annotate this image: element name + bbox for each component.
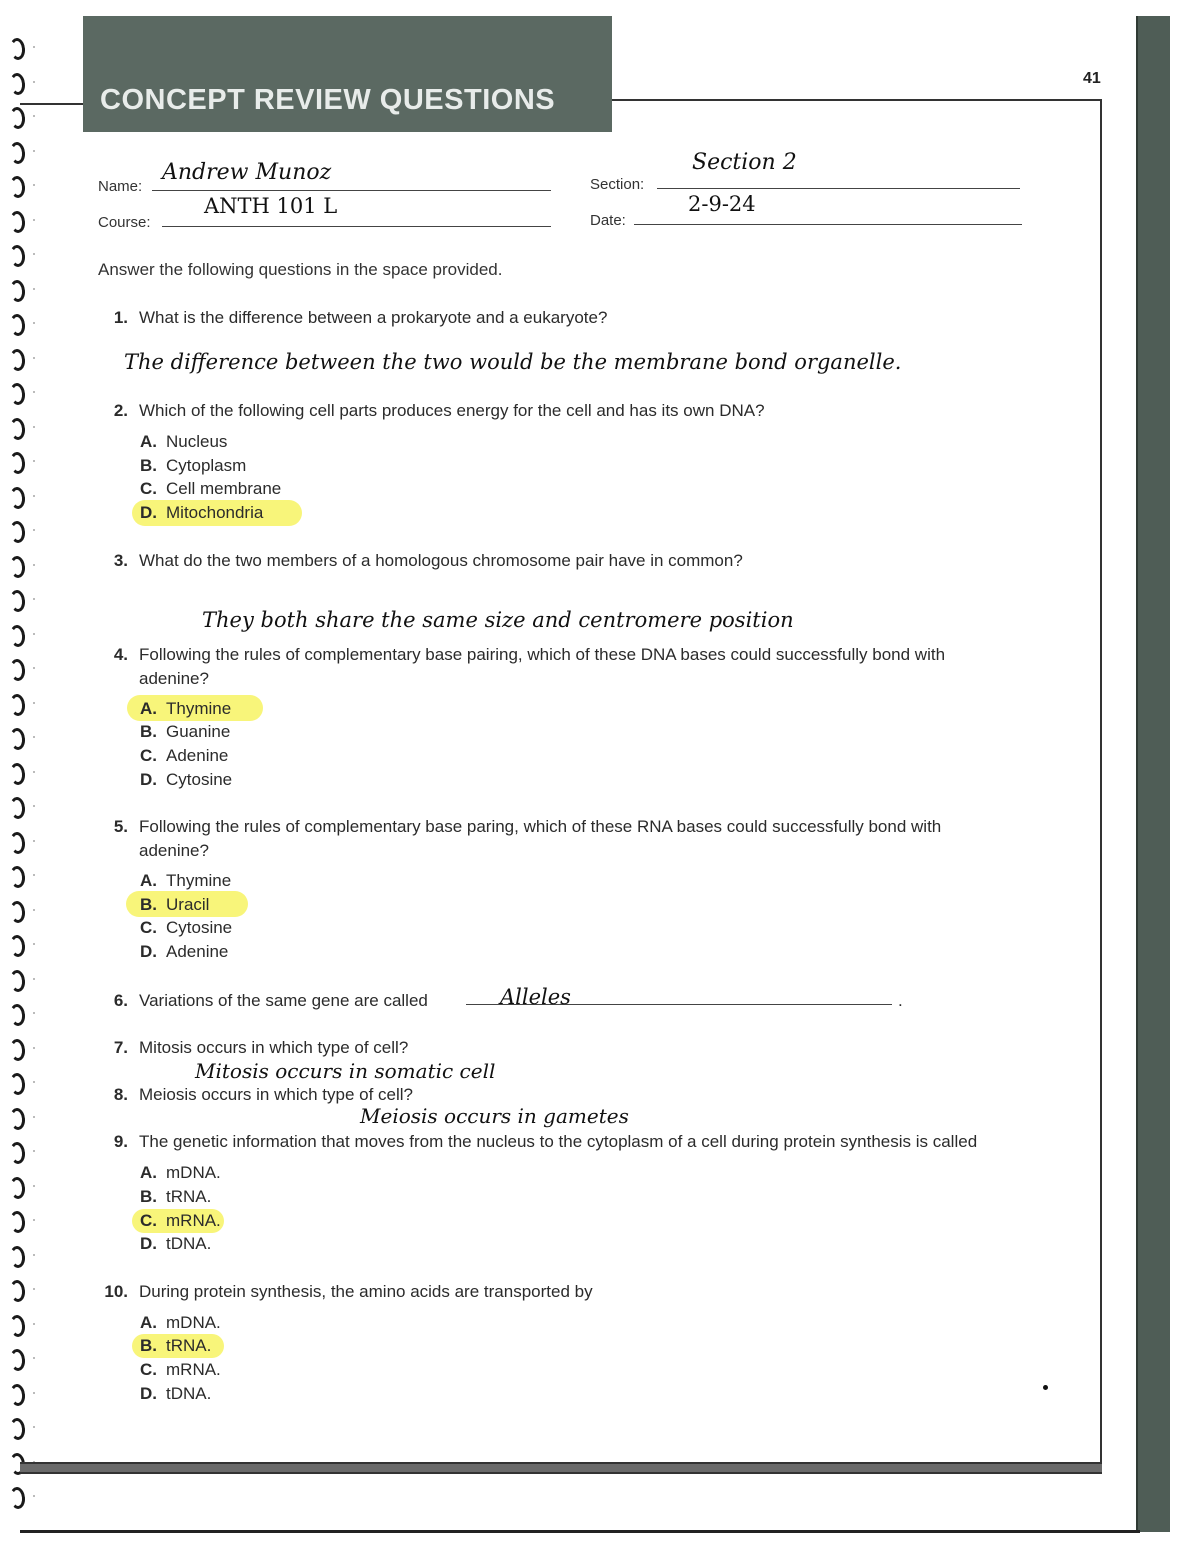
page-title: CONCEPT REVIEW QUESTIONS xyxy=(100,84,556,116)
question-number: 10. xyxy=(104,1282,128,1301)
option-text: mDNA. xyxy=(166,1313,221,1332)
question-text-line2: adenine? xyxy=(139,669,209,688)
question-text: Mitosis occurs in which type of cell? xyxy=(139,1038,409,1057)
question-number: 5. xyxy=(113,817,128,836)
binding-ring xyxy=(9,520,26,543)
binding-hole xyxy=(33,667,35,669)
binding-ring xyxy=(9,210,26,233)
option-10b-selected[interactable] xyxy=(140,1336,211,1356)
binding-hole xyxy=(33,357,35,359)
binding-ring xyxy=(9,417,26,440)
binding-hole xyxy=(33,702,35,704)
binding-ring xyxy=(9,1279,26,1302)
question-2 xyxy=(98,399,1098,423)
course-value[interactable]: ANTH 101 L xyxy=(204,194,338,218)
section-value[interactable]: Section 2 xyxy=(692,150,797,175)
option-10c[interactable] xyxy=(140,1360,221,1380)
option-letter: B. xyxy=(140,722,157,741)
binding-hole xyxy=(33,805,35,807)
question-text: Variations of the same gene are called xyxy=(139,991,428,1010)
question-number: 4. xyxy=(113,645,128,664)
binding-ring xyxy=(9,727,26,750)
option-letter: A. xyxy=(140,1163,157,1182)
option-letter: C. xyxy=(140,918,157,937)
binding-hole xyxy=(33,1254,35,1256)
page-bottom-edge xyxy=(20,1530,1140,1533)
option-letter: D. xyxy=(140,1234,157,1253)
binding-hole xyxy=(33,1323,35,1325)
binding-hole xyxy=(33,874,35,876)
question-4 xyxy=(98,643,1098,691)
binding-ring xyxy=(9,900,26,923)
option-letter: C. xyxy=(140,1360,157,1379)
question-text: During protein synthesis, the amino acids are transported by xyxy=(139,1282,593,1301)
frame-line-top-right xyxy=(612,99,1102,101)
option-text: Adenine xyxy=(166,746,229,765)
binding-ring xyxy=(9,693,26,716)
question-number: 9. xyxy=(113,1132,128,1151)
option-2c[interactable] xyxy=(140,479,281,499)
binding-ring xyxy=(9,1486,26,1509)
stray-mark xyxy=(1043,1385,1048,1390)
question-3 xyxy=(98,549,1098,573)
option-letter: B. xyxy=(140,1187,157,1206)
question-number: 6. xyxy=(113,991,128,1010)
question-text: Following the rules of complementary base pairing, which of these DNA bases could successfully bond with xyxy=(139,645,946,664)
option-text: Guanine xyxy=(166,722,231,741)
binding-hole xyxy=(33,1392,35,1394)
binding-hole xyxy=(33,909,35,911)
option-9b[interactable] xyxy=(140,1187,211,1207)
option-4c[interactable] xyxy=(140,746,228,766)
binding-hole xyxy=(33,288,35,290)
option-text: tRNA. xyxy=(166,1187,212,1206)
question-10 xyxy=(98,1280,1098,1304)
question-suffix: . xyxy=(898,991,903,1010)
binding-hole xyxy=(33,598,35,600)
binding-hole xyxy=(33,219,35,221)
binding-hole xyxy=(33,184,35,186)
question-text: What is the difference between a prokaryote and a eukaryote? xyxy=(139,308,608,327)
option-letter: D. xyxy=(140,1384,157,1403)
date-value[interactable]: 2-9-24 xyxy=(688,192,756,216)
binding-hole xyxy=(33,46,35,48)
binding-hole xyxy=(33,460,35,462)
binding-ring xyxy=(9,279,26,302)
option-letter: D. xyxy=(140,503,157,522)
option-letter: A. xyxy=(140,871,157,890)
binding-hole xyxy=(33,81,35,83)
binding-ring xyxy=(9,1003,26,1026)
binding-ring xyxy=(9,37,26,60)
binding-hole xyxy=(33,150,35,152)
question-text: What do the two members of a homologous chromosome pair have in common? xyxy=(139,551,743,570)
option-letter: C. xyxy=(140,1211,157,1230)
option-2a[interactable] xyxy=(140,432,227,452)
binding-hole xyxy=(33,391,35,393)
option-text: tDNA. xyxy=(166,1234,212,1253)
binding-ring xyxy=(9,589,26,612)
binding-ring xyxy=(9,313,26,336)
option-letter: A. xyxy=(140,1313,157,1332)
binding-hole xyxy=(33,943,35,945)
course-label: Course: xyxy=(98,214,151,231)
question-6 xyxy=(98,989,1098,1013)
option-2d-selected[interactable] xyxy=(140,503,263,523)
binding-hole xyxy=(33,253,35,255)
binding-hole xyxy=(33,633,35,635)
binding-ring xyxy=(9,1245,26,1268)
option-2b[interactable] xyxy=(140,456,246,476)
date-line xyxy=(634,224,1022,225)
question-number: 3. xyxy=(113,551,128,570)
binding-hole xyxy=(33,978,35,980)
binding-ring xyxy=(9,1141,26,1164)
option-5d[interactable] xyxy=(140,942,228,962)
binding-ring xyxy=(9,348,26,371)
question-1 xyxy=(98,306,1098,330)
option-5c[interactable] xyxy=(140,918,232,938)
instructions: Answer the following questions in the space provided. xyxy=(98,260,503,279)
question-text: Meiosis occurs in which type of cell? xyxy=(139,1085,414,1104)
binding-ring xyxy=(9,624,26,647)
binding-ring xyxy=(9,555,26,578)
option-9a[interactable] xyxy=(140,1163,221,1183)
binding-hole xyxy=(33,495,35,497)
option-text: Uracil xyxy=(166,895,210,914)
binding-hole xyxy=(33,564,35,566)
binding-hole xyxy=(33,529,35,531)
frame-line-right xyxy=(1100,99,1102,1471)
binding-hole xyxy=(33,1081,35,1083)
binding-hole xyxy=(33,1047,35,1049)
option-4d[interactable] xyxy=(140,770,232,790)
option-9c-selected[interactable] xyxy=(140,1211,221,1231)
name-value[interactable]: Andrew Munoz xyxy=(162,160,332,185)
section-label: Section: xyxy=(590,176,645,193)
option-text: mDNA. xyxy=(166,1163,221,1182)
question-text: The genetic information that moves from the nucleus to the cytoplasm of a cell during protein synthesis is called xyxy=(139,1132,978,1151)
binding-hole xyxy=(33,322,35,324)
question-number: 1. xyxy=(113,308,128,327)
option-letter: C. xyxy=(140,479,157,498)
binding-hole xyxy=(33,1288,35,1290)
question-5 xyxy=(98,815,1098,863)
binding-ring xyxy=(9,1348,26,1371)
binding-hole xyxy=(33,1495,35,1497)
binding-ring xyxy=(9,1072,26,1095)
binding-hole xyxy=(33,1116,35,1118)
page-number: 41 xyxy=(1083,70,1101,87)
binding-hole xyxy=(33,1150,35,1152)
binding-hole xyxy=(33,840,35,842)
answer-6[interactable]: Alleles xyxy=(500,985,571,1009)
binding-hole xyxy=(33,1012,35,1014)
option-text: Mitochondria xyxy=(166,503,264,522)
option-text: Thymine xyxy=(166,699,232,718)
option-letter: B. xyxy=(140,1336,157,1355)
option-10d[interactable] xyxy=(140,1384,211,1404)
binding-ring xyxy=(9,1210,26,1233)
option-text: Cell membrane xyxy=(166,479,282,498)
question-number: 2. xyxy=(113,401,128,420)
binding-hole xyxy=(33,1426,35,1428)
date-label: Date: xyxy=(590,212,626,229)
binding-ring xyxy=(9,658,26,681)
option-4b[interactable] xyxy=(140,722,230,742)
binding-ring xyxy=(9,831,26,854)
course-line xyxy=(162,226,551,227)
binding-ring xyxy=(9,175,26,198)
question-text: Which of the following cell parts produces energy for the cell and has its own DNA? xyxy=(139,401,765,420)
question-text-line2: adenine? xyxy=(139,841,209,860)
frame-line-bottom xyxy=(20,1462,1102,1474)
option-text: mRNA. xyxy=(166,1211,221,1230)
question-9 xyxy=(98,1130,1098,1154)
answer-7[interactable]: Mitosis occurs in somatic cell xyxy=(195,1059,496,1083)
binding-ring xyxy=(9,1038,26,1061)
answer-3[interactable]: They both share the same size and centromere position xyxy=(202,608,794,632)
option-9d[interactable] xyxy=(140,1234,211,1254)
binding-ring xyxy=(9,141,26,164)
option-letter: D. xyxy=(140,770,157,789)
answer-1[interactable]: The difference between the two would be the membrane bond organelle. xyxy=(124,350,902,374)
binding-ring xyxy=(9,106,26,129)
question-7 xyxy=(98,1036,1098,1060)
option-text: Nucleus xyxy=(166,432,228,451)
option-letter: A. xyxy=(140,699,157,718)
option-10a[interactable] xyxy=(140,1313,221,1333)
option-5a[interactable] xyxy=(140,871,231,891)
binding-ring xyxy=(9,486,26,509)
binding-ring xyxy=(9,1176,26,1199)
option-letter: B. xyxy=(140,456,157,475)
name-label: Name: xyxy=(98,178,143,195)
option-5b-selected[interactable] xyxy=(140,895,209,915)
binding-hole xyxy=(33,736,35,738)
option-text: Thymine xyxy=(166,871,232,890)
name-line xyxy=(152,190,551,191)
option-text: mRNA. xyxy=(166,1360,221,1379)
binding-hole xyxy=(33,1185,35,1187)
binding-ring xyxy=(9,934,26,957)
binding-hole xyxy=(33,1357,35,1359)
binding-ring xyxy=(9,1107,26,1130)
option-text: Cytosine xyxy=(166,770,233,789)
section-line xyxy=(657,188,1020,189)
binding-ring xyxy=(9,1383,26,1406)
option-letter: B. xyxy=(140,895,157,914)
option-letter: A. xyxy=(140,432,157,451)
option-4a-selected[interactable] xyxy=(140,699,231,719)
binding-hole xyxy=(33,426,35,428)
binding-ring xyxy=(9,865,26,888)
binding-ring xyxy=(9,762,26,785)
binding-ring xyxy=(9,969,26,992)
binding-hole xyxy=(33,771,35,773)
option-text: Cytoplasm xyxy=(166,456,247,475)
spiral-binding xyxy=(0,20,40,1520)
page-side-bar xyxy=(1138,16,1170,1532)
option-text: Adenine xyxy=(166,942,229,961)
binding-ring xyxy=(9,1314,26,1337)
option-text: Cytosine xyxy=(166,918,233,937)
answer-8[interactable]: Meiosis occurs in gametes xyxy=(360,1104,629,1128)
option-text: tRNA. xyxy=(166,1336,212,1355)
binding-ring xyxy=(9,382,26,405)
binding-ring xyxy=(9,796,26,819)
option-text: tDNA. xyxy=(166,1384,212,1403)
question-number: 8. xyxy=(113,1085,128,1104)
binding-ring xyxy=(9,72,26,95)
binding-ring xyxy=(9,451,26,474)
question-text: Following the rules of complementary base paring, which of these RNA bases could successfully bond with xyxy=(139,817,942,836)
option-letter: C. xyxy=(140,746,157,765)
binding-hole xyxy=(33,1219,35,1221)
frame-line-top-left xyxy=(20,103,84,105)
question-number: 7. xyxy=(113,1038,128,1057)
binding-hole xyxy=(33,115,35,117)
binding-ring xyxy=(9,244,26,267)
binding-ring xyxy=(9,1417,26,1440)
option-letter: D. xyxy=(140,942,157,961)
